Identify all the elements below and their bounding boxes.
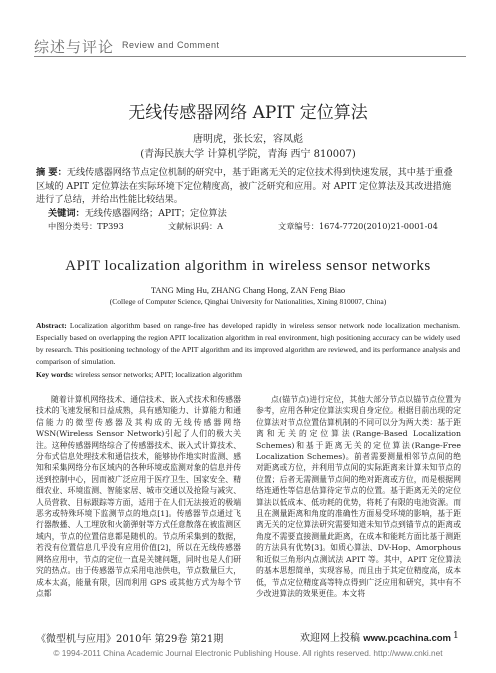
copyright-line: © 1994-2011 China Academic Journal Electronic Publishing House. All rights reserved. http://www.cnki.net (53, 648, 443, 658)
abstract-en-text: Localization algorithm based on range-free has developed rapidly in wireless sensor network node localization mechanism. Especially based on overlapping the region APIT localization algorithm in real environment, high positioning accuracy can be widely used by research. This positioning technology of the APIT algorithm and its improved algorithm are reviewed, and its performance analysis and comparison of simulation. (36, 321, 460, 366)
abstract-cn (36, 166, 460, 207)
keywords-cn-text: 无线传感器网络；APIT；定位算法 (84, 208, 227, 219)
body-column-left (36, 394, 241, 599)
submission-footer (300, 629, 451, 644)
authors-en: TANG Ming Hu, ZHANG Chang Hong, ZAN Feng Biao (150, 285, 346, 295)
section-title: 综述与评论 (34, 38, 115, 56)
section-subtitle: Review and Comment (122, 40, 220, 50)
welcome-text: 欢迎网上投稿 (300, 633, 360, 644)
paper-title-en: APIT localization algorithm in wireless sensor networks (65, 258, 431, 274)
abstract-en-label: Abstract: (36, 321, 67, 330)
keywords-cn (48, 205, 227, 219)
abstract-cn-label: 摘 要： (36, 167, 67, 178)
keywords-en-text: wireless sensor networks; APIT; localization algorithm (75, 370, 243, 379)
keywords-en-label: Key words: (36, 370, 74, 379)
body-column-right (256, 394, 461, 599)
keywords-cn-label: 关键词： (48, 208, 85, 219)
affiliation-cn: (青海民族大学 计算机学院，青海 西宁 810007) (140, 149, 356, 160)
body-paragraph: 点(锚节点)进行定位，其他大部分节点以锚节点位置为参考，应用各种定位算法实现自身定位。根据目前出现的定位算法对节点位置估算机制的不同可以分为两大类：基于距离和无关的定位算法(Range-Based Localization Schemes)和基于距离无关的定位算法(Range-Free Localization Schemes)。前者需要测量相邻节点间的绝对距离或方位，并利用节点间的实际距离来计算未知节点的位置；后者无需测量节点间的绝对距离或方位，而是根据网络连通性等信息估算待定节点的位置。基于距离无关的定位算法以低成本、低功耗的优势，将耗了有限的电池资源。而且在测量距离和角度的准确性方面易受环境的影响，基于距离无关的定位算法研究需要知道未知节点到锚节点的距离或角度不需要直接测量此距离，在成本和能耗方面比基于测距的方法具有优势[3]。如质心算法、DV-Hop、Amorphous 和近似三角形内点测试法 APIT 等。其中，APIT 定位算法的基本思想简单，实现容易，而且由于其定位精度高，成本低，节点定位精度高等特点得到广泛应用和研究，其中有不少改进算法的效果更佳。本文将 (256, 395, 461, 598)
website-link[interactable]: www.pcachina.com (363, 633, 451, 644)
document-code: 文献标识码：A (168, 221, 224, 231)
page-number: 1 (453, 631, 459, 641)
abstract-cn-text: 无线传感器网络节点定位机制的研究中，基于距离无关的定位技术得到快速发展，其中基于重叠区域的 APIT 定位算法在实际环境下定位精度高，被广泛研究和应用。对 APIT 定位算法及其改进措施进行了总结，并给出性能比较结果。 (36, 167, 453, 205)
header-rule (34, 56, 466, 57)
classification-row (48, 221, 468, 232)
authors-cn: 唐明虎，张长宏，容凤彪 (193, 134, 303, 145)
clc-number: 中图分类号：TP393 (48, 221, 124, 231)
affiliation-en: (College of Computer Science, Qinghai University for Nationalities, Xining 810007, China) (109, 297, 387, 306)
article-number: 文章编号：1674-7720(2010)21-0001-04 (278, 221, 438, 231)
abstract-en (36, 320, 460, 368)
journal-footer: 《微型机与应用》2010年 第29卷 第21期 (36, 634, 224, 645)
body-paragraph: 随着计算机网络技术、通信技术、嵌入式技术和传感器技术的飞速发展和日益成熟，具有感知能力、计算能力和通信能力的微型传感器及其构成的无线传感器网络 WSN(Wireless Sensor Network)引起了人们的极大关注。这种传感器网络综合了传感器技术、嵌入式计算技术、分布式信息处理技术和通信技术，能够协作地实时监测、感知和采集网络分布区域内的各种环境或监测对象的信息并传送到控制中心，因而被广泛应用于医疗卫生、国家安全、精细农业、环境监测、智能家居、城市交通以及抢险与减灾、人员营救、目标跟踪等方面，适用于在人们无法接近的极端恶劣或特殊环境下监测节点的地点[1]。传感器节点通过飞行器散播、人工埋放和火箭弹射等方式任意散落在被监测区域内，节点的位置信息都是随机的。节点所采集到的数据，若没有位置信息几乎没有应用价值[2]，所以在无线传感器网络应用中，节点的定位一直是关键问题，同时也是人们研究的热点。由于传感器节点采用电池供电，节点数量巨大，成本太高，能量有限，因而利用 GPS 或其他方式为每个节点都 (36, 395, 241, 598)
keywords-en (36, 370, 460, 379)
paper-title-cn: 无线传感器网络 APIT 定位算法 (128, 103, 368, 123)
